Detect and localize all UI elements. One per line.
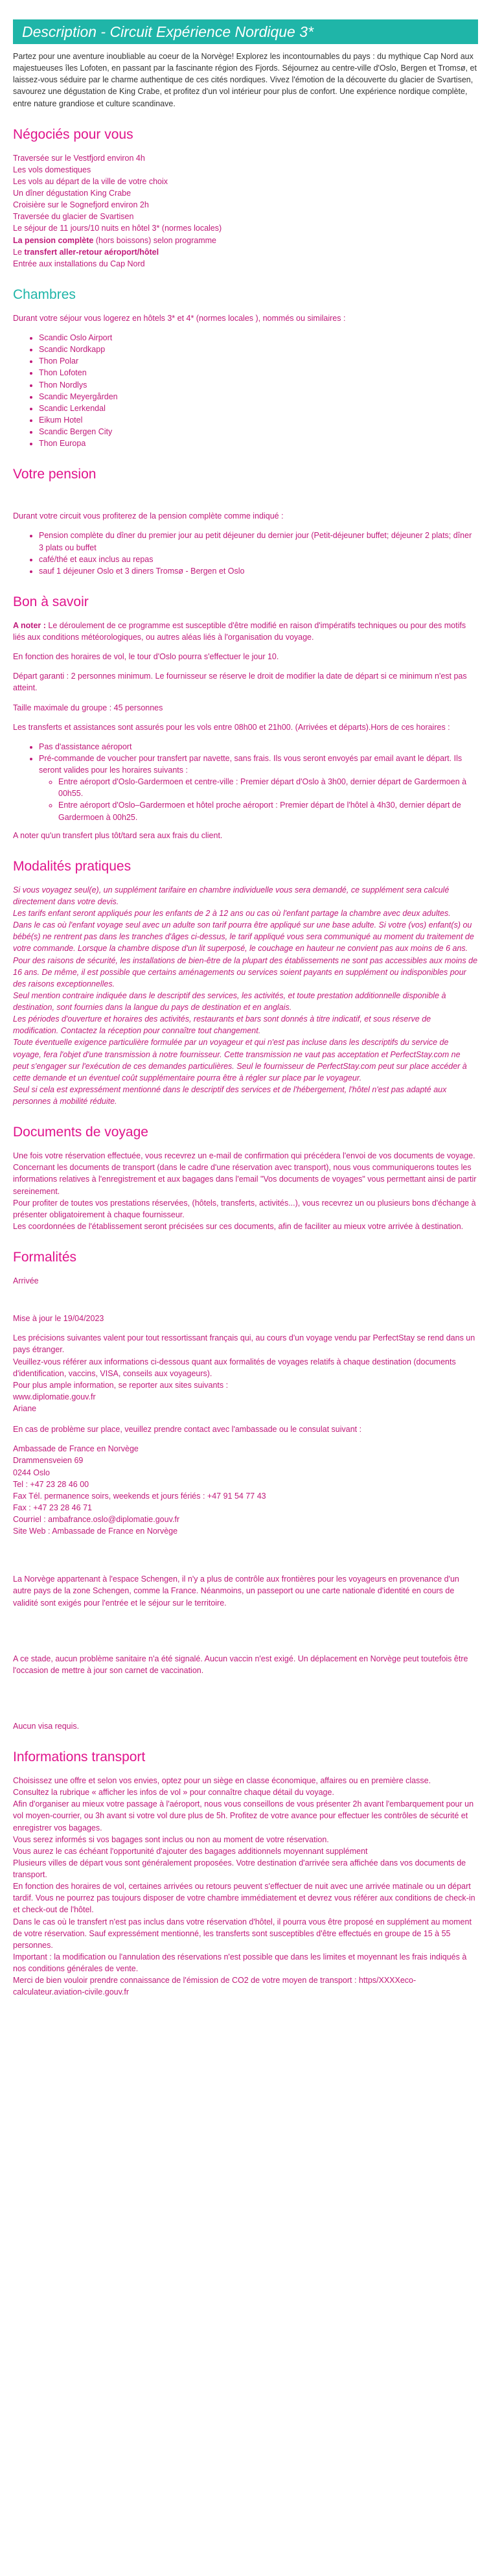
taille-paragraph: Taille maximale du groupe : 45 personnes	[13, 703, 163, 712]
documents-paragraph: Concernant les documents de transport (dans le cadre d'une réservation avec transport), nous vous communiquerons toutes les informations relatives à l'enregistrement et aux bagages dans l'email "Vos documents de voyages" vous permettant ainsi de partir sereinement.	[13, 1163, 477, 1196]
transport-heading: Informations transport	[13, 1750, 146, 1764]
transferts-subitem: ◦ Entre aéroport d'Oslo-Gardermoen et centre-ville : Premier départ d'Oslo à 3h00, dernier départ de Gardermoen à 00h55.	[58, 776, 478, 799]
transfert-bold: transfert aller-retour aéroport/hôtel	[24, 247, 159, 257]
modalites-heading: Modalités pratiques	[13, 858, 131, 874]
note-text: Le déroulement de ce programme est susceptible d'être modifié en raison d'impératifs techniques ou pour des motifs liés aux conditions météorologiques, ou autres aléas liés à l'organisation du voyage.	[13, 620, 466, 642]
negocies-item: Traversée sur le Vestfjord environ 4h	[13, 153, 145, 163]
ambassade-line: 0244 Oslo	[13, 1468, 50, 1477]
hotel-item: • Scandic Bergen City	[39, 426, 478, 438]
ambassade-website[interactable]: Site Web : Ambassade de France en Norvège	[13, 1527, 178, 1536]
transferts-subitem: ◦ Entre aéroport d'Oslo–Gardermoen et hôtel proche aéroport : Premier départ de l'hôtel à 4h30, dernier départ de Gardermoen à 00h25.	[58, 799, 478, 823]
hotel-item: • Thon Europa	[39, 438, 478, 449]
ambassade-line: Fax Tél. permanence soirs, weekends et jours fériés : +47 91 54 77 43	[13, 1491, 266, 1501]
depart-paragraph: Départ garanti : 2 personnes minimum. Le fournisseur se réserve le droit de modifier la date de départ si ce minimum n'est pas atteint.	[13, 672, 467, 693]
negocies-item: Les vols au départ de la ville de votre choix	[13, 176, 168, 186]
formalites-info: Les précisions suivantes valent pour tout ressortissant français qui, au cours d'un voyage vendu par PerfectStay se rend dans un pays étranger.	[13, 1333, 475, 1355]
hotel-item: • Thon Lofoten	[39, 367, 478, 379]
ambassade-email[interactable]: Courriel : ambafrance.oslo@diplomatie.gouv.fr	[13, 1515, 180, 1524]
hotel-item: • Scandic Lerkendal	[39, 403, 478, 414]
chambres-intro: Durant votre séjour vous logerez en hôtels 3* et 4* (normes locales ), nommés ou similaires :	[13, 313, 346, 323]
horaires-paragraph: En fonction des horaires de vol, le tour d'Oslo pourra s'effectuer le jour 10.	[13, 652, 279, 662]
modalites-paragraph: Dans le cas où l'enfant voyage seul avec un adulte son tarif pourra être appliqué sur une base adulte. Si votre (vos) enfant(s) ou bébé(s) ne rentrent pas dans les tranches d'âges ci-dessus, le tarif appliqué vous sera communiqué au moment du traitement de votre commande. Lorsque la chambre dispose d'un lit superposé, le couchage en hauteur ne convient pas aux moins de 6 ans.	[13, 920, 474, 954]
hotel-item: • Eikum Hotel	[39, 414, 478, 426]
transport-paragraph: Choisissez une offre et selon vos envies, optez pour un siège en classe économique, affaires ou en première classe.	[13, 1776, 431, 1785]
transferts-sublist	[39, 776, 478, 823]
modalites-paragraph: Si vous voyagez seul(e), un supplément tarifaire en chambre individuelle vous sera demandé, ce supplément sera calculé directement dans votre devis.	[13, 885, 450, 906]
arrivee-label: Arrivée	[13, 1276, 39, 1285]
transport-paragraph: Afin d'organiser au mieux votre passage à l'aéroport, nous vous conseillons de vous présenter 2h avant l'embarquement pour un vol moyen-courrier, ou 3h avant si votre vol dure plus de 5h. Profitez de votre avance pour effectuer les contrôles de sécurité et enregistrer vos bagages.	[13, 1799, 474, 1832]
pension-bold: La pension complète	[13, 235, 94, 245]
pension-item: • sauf 1 déjeuner Oslo et 3 diners Tromsø - Bergen et Oslo	[39, 565, 478, 577]
transport-body	[13, 1775, 478, 1998]
modalites-paragraph: Pour des raisons de sécurité, les installations de bien-être de la plupart des établissements ne sont pas accessibles aux moins de 16 ans. De même, il est possible que certains aménagements ou services soient payants en supplément ou indisponibles pour des raisons exceptionnelles.	[13, 955, 478, 989]
negocies-item: Croisière sur le Sognefjord environ 2h	[13, 200, 149, 210]
hotel-list	[13, 332, 478, 449]
maj-date: Mise à jour le 19/04/2023	[13, 1314, 104, 1324]
modalites-paragraph: Toute éventuelle exigence particulière formulée par un voyageur et qui n'est pas incluse dans les descriptifs du service de voyage, fera l'objet d'une transmission à notre fournisseur. Cette transmission ne vaut pas acceptation et PerfectStay.com ne peut s'engager sur l'exécution de ces demandes particulières. Seul le fournisseur de PerfectStay.com peut sur place accéder à cette demande et un éventuel coût supplémentaire pourra être à régler sur place par le voyageur.	[13, 1038, 467, 1083]
documents-heading: Documents de voyage	[13, 1125, 148, 1140]
negocies-item: Le séjour de 11 jours/10 nuits en hôtel 3* (normes locales)	[13, 224, 222, 233]
pension-list	[13, 530, 478, 577]
ambassade-line: Tel : +47 23 28 46 00	[13, 1479, 89, 1489]
negocies-item: Un dîner dégustation King Crabe	[13, 189, 131, 198]
transferts-list	[13, 741, 478, 823]
transport-paragraph: Vous aurez le cas échéant l'opportunité d'ajouter des bagages additionnels moyennant supplément	[13, 1846, 368, 1856]
noter-paragraph: A noter qu'un transfert plus tôt/tard sera aux frais du client.	[13, 830, 223, 840]
formalites-infos	[13, 1332, 478, 1414]
modalites-paragraph: Seul mention contraire indiquée dans le descriptif des services, les activités, et toute prestation additionnelle disponible à destination, sont fournies dans la langue du pays de destination et en anglais.	[13, 990, 446, 1012]
bonasavoir-heading: Bon à savoir	[13, 594, 89, 609]
transferts-intro: Les transferts et assistances sont assurés pour les vols entre 08h00 et 21h00. (Arrivées et départs).Hors de ces horaires :	[13, 722, 450, 732]
transferts-item-text: Pré-commande de voucher pour transfert par navette, sans frais. Ils vous seront envoyés par email avant le départ. Ils seront valides pour les horaires suivants :	[39, 753, 462, 775]
pension-rest: (hors boissons) selon programme	[93, 235, 217, 245]
hotel-item: • Thon Nordlys	[39, 379, 478, 391]
hotel-item: • Scandic Nordkapp	[39, 344, 478, 355]
modalites-paragraph: Les tarifs enfant seront appliqués pour les enfants de 2 à 12 ans ou cas où l'enfant partage la chambre avec deux adultes.	[13, 909, 451, 918]
modalites-paragraph: Les périodes d'ouverture et horaires des activités, restaurants et bars sont donnés à titre indicatif, et sous réserve de modification. Contactez la réception pour connaître tout changement.	[13, 1014, 431, 1036]
transport-paragraph: Merci de bien vouloir prendre connaissance de l'émission de CO2 de votre moyen de transport : https/XXXXeco-calculateur.aviation-civile.gouv.fr	[13, 1976, 417, 1997]
page-title: Description - Circuit Expérience Nordique 3*	[13, 19, 478, 44]
documents-paragraph: Une fois votre réservation effectuée, vous recevrez un e-mail de confirmation qui précédera l'envoi de vos documents de voyage.	[13, 1151, 475, 1161]
pension-heading: Votre pension	[13, 467, 97, 482]
ambassade-intro: En cas de problème sur place, veuillez prendre contact avec l'ambassade ou le consulat suivant :	[13, 1425, 362, 1434]
ambassade-line: Drammensveien 69	[13, 1456, 84, 1466]
transport-paragraph: Consultez la rubrique « afficher les infos de vol » pour connaître chaque détail du voyage.	[13, 1788, 334, 1797]
documents-paragraph: Pour profiter de toutes vos prestations réservées, (hôtels, transferts, activités...), vous recevrez un ou plusieurs bons d'échange à présenter obligatoirement à chaque fournisseur.	[13, 1198, 476, 1219]
transferts-item	[39, 753, 478, 823]
negocies-item-pension	[13, 235, 478, 246]
pension-intro: Durant votre circuit vous profiterez de la pension complète comme indiqué :	[13, 511, 284, 521]
transport-paragraph: Vous serez informés si vos bagages sont inclus ou non au moment de votre réservation.	[13, 1834, 329, 1844]
negocies-item: Entrée aux installations du Cap Nord	[13, 259, 145, 268]
modalites-body	[13, 884, 478, 1107]
hotel-item: • Thon Polar	[39, 355, 478, 367]
transport-paragraph: Dans le cas où le transfert n'est pas inclus dans votre réservation d'hôtel, il pourra vous être proposé en supplément au moment de votre réservation. Sauf expressément mentionné, les transferts sont susceptibles d'être effectués en groupe de 15 à 55 personnes.	[13, 1917, 472, 1950]
documents-paragraph: Les coordonnées de l'établissement seront précisées sur ces documents, afin de faciliter au mieux votre arrivée à destination.	[13, 1221, 464, 1231]
documents-body	[13, 1150, 478, 1232]
pension-item: • café/thé et eaux inclus au repas	[39, 554, 478, 565]
modalites-paragraph: Seul si cela est expressément mentionné dans le descriptif des services et de l'hébergement, l'hôtel n'est pas adapté aux personnes à mobilité réduite.	[13, 1084, 447, 1106]
chambres-heading: Chambres	[13, 287, 76, 302]
intro-paragraph: Partez pour une aventure inoubliable au coeur de la Norvège! Explorez les incontournables du pays : du mythique Cap Nord aux majestueuses îles Lofoten, en passant par la fascinante région des Fjords. Séjournez au centre-ville d'Oslo, Bergen et Tromsø, et laissez-vous séduire par le charme authentique de ces cités nordiques. Vivez l'émotion de la découverte du glacier de Svartisen, savourez une dégustation de King Crabe, et profitez d'un vol intérieur pour plus de confort. Une expérience nordique complète, entre nature grandiose et culture scandinave.	[13, 52, 477, 108]
note-paragraph	[13, 620, 478, 643]
note-label: A noter :	[13, 620, 46, 630]
diplomatie-link[interactable]: www.diplomatie.gouv.fr	[13, 1392, 96, 1401]
ambassade-block	[13, 1443, 478, 1537]
negocies-heading: Négociés pour vous	[13, 126, 133, 142]
visa-paragraph: Aucun visa requis.	[13, 1721, 80, 1731]
hotel-item: • Scandic Oslo Airport	[39, 332, 478, 344]
negocies-item-transfert	[13, 246, 478, 258]
formalites-info: Veuillez-vous référer aux informations ci-dessous quant aux formalités de voyages relatifs à chaque destination (documents d'identification, vaccins, VISA, conseils aux voyageurs).	[13, 1357, 456, 1378]
formalites-info: Pour plus ample information, se reporter aux sites suivants :	[13, 1380, 229, 1390]
ambassade-line: Ambassade de France en Norvège	[13, 1444, 139, 1454]
ariane-link[interactable]: Ariane	[13, 1404, 37, 1413]
negocies-list	[13, 152, 478, 270]
pension-item: • Pension complète du dîner du premier jour au petit déjeuner du dernier jour (Petit-déjeuner buffet; déjeuner 2 plats; dîner 3 plats ou buffet	[39, 530, 478, 553]
sanitaire-paragraph: A ce stade, aucun problème sanitaire n'a été signalé. Aucun vaccin n'est exigé. Un déplacement en Norvège peut toutefois être l'occasion de mettre à jour son carnet de vaccination.	[13, 1654, 468, 1675]
transport-paragraph: Plusieurs villes de départ vous sont généralement proposées. Votre destination d'arrivée sera affichée dans vos documents de transport.	[13, 1858, 466, 1879]
formalites-heading: Formalités	[13, 1250, 77, 1265]
transfert-pre: Le	[13, 247, 25, 257]
transferts-item: • Pas d'assistance aéroport	[39, 741, 478, 753]
schengen-paragraph: La Norvège appartenant à l'espace Schengen, il n'y a plus de contrôle aux frontières pour les voyageurs en provenance d'un autre pays de la zone Schengen, comme la France. Néanmoins, un passeport ou une carte nationale d'identité en cours de validité sont exigés pour l'entrée et le séjour sur le territoire.	[13, 1575, 459, 1608]
ambassade-line: Fax : +47 23 28 46 71	[13, 1503, 92, 1512]
transport-paragraph: Important : la modification ou l'annulation des réservations n'est possible que dans les limites et moyennant les frais indiqués à nos conditions générales de vente.	[13, 1952, 467, 1973]
hotel-item: • Scandic Meyergården	[39, 391, 478, 403]
transport-paragraph: En fonction des horaires de vol, certaines arrivées ou retours peuvent s'effectuer de nuit avec une arrivée matinale ou un départ tardif. Vous ne pourrez pas toujours disposer de votre chambre immédiatement et devrez vous référer aux conditions de check-in et check-out de l'hôtel.	[13, 1882, 475, 1915]
negocies-item: Les vols domestiques	[13, 165, 91, 174]
negocies-item: Traversée du glacier de Svartisen	[13, 212, 134, 222]
